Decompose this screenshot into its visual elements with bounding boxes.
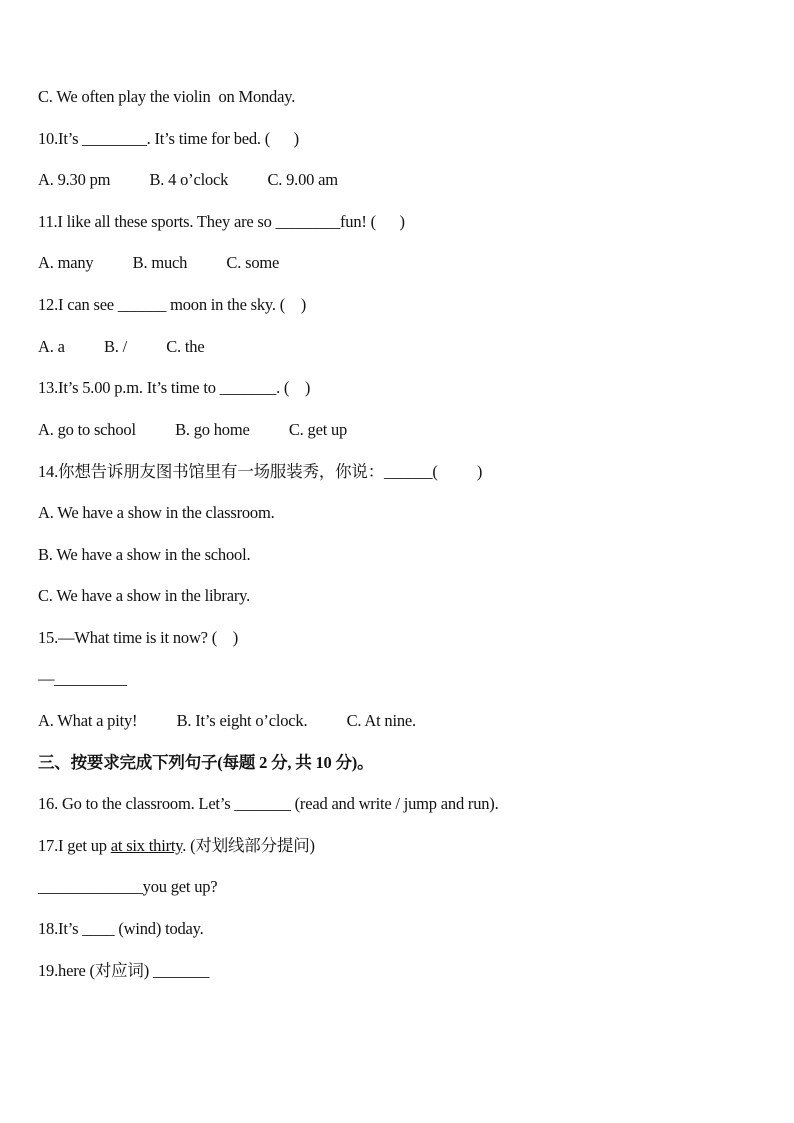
q17-answer-line: _____________you get up? xyxy=(38,877,218,896)
q17-prefix: 17.I get up xyxy=(38,836,111,855)
q10-options: A. 9.30 pm B. 4 o’clock C. 9.00 am xyxy=(38,170,338,189)
question-19: 19.here (对应词) _______ xyxy=(38,961,210,980)
question-14: 14.你想告诉朋友图书馆里有一场服装秀，你说：______( ) xyxy=(38,462,483,481)
section-3-heading: 三、按要求完成下列句子(每题 2 分, 共 10 分)。 xyxy=(38,753,374,772)
q9-option-c: C. We often play the violin on Monday. xyxy=(38,87,296,106)
question-11: 11.I like all these sports. They are so ________fun! ( ) xyxy=(38,212,405,231)
q14-option-b: B. We have a show in the school. xyxy=(38,545,251,564)
q13-options: A. go to school B. go home C. get up xyxy=(38,420,348,439)
question-18: 18.It’s ____ (wind) today. xyxy=(38,919,204,938)
q15-options: A. What a pity! B. It’s eight o’clock. C. At nine. xyxy=(38,711,416,730)
q17-suffix: . (对划线部分提问) xyxy=(182,836,315,855)
question-17 xyxy=(38,835,315,857)
question-16: 16. Go to the classroom. Let’s _______ (read and write / jump and run). xyxy=(38,794,499,813)
q11-options: A. many B. much C. some xyxy=(38,253,280,272)
q15-answer-blank: —_________ xyxy=(38,669,127,688)
q14-option-c: C. We have a show in the library. xyxy=(38,586,251,605)
question-12: 12.I can see ______ moon in the sky. ( ) xyxy=(38,295,307,314)
question-13: 13.It’s 5.00 p.m. It’s time to _______. ( ) xyxy=(38,378,311,397)
question-15: 15.—What time is it now? ( ) xyxy=(38,628,239,647)
q12-options: A. a B. / C. the xyxy=(38,337,205,356)
question-10: 10.It’s ________. It’s time for bed. ( ) xyxy=(38,129,299,148)
q14-option-a: A. We have a show in the classroom. xyxy=(38,503,275,522)
q17-underlined-phrase: at six thirty xyxy=(110,836,183,855)
